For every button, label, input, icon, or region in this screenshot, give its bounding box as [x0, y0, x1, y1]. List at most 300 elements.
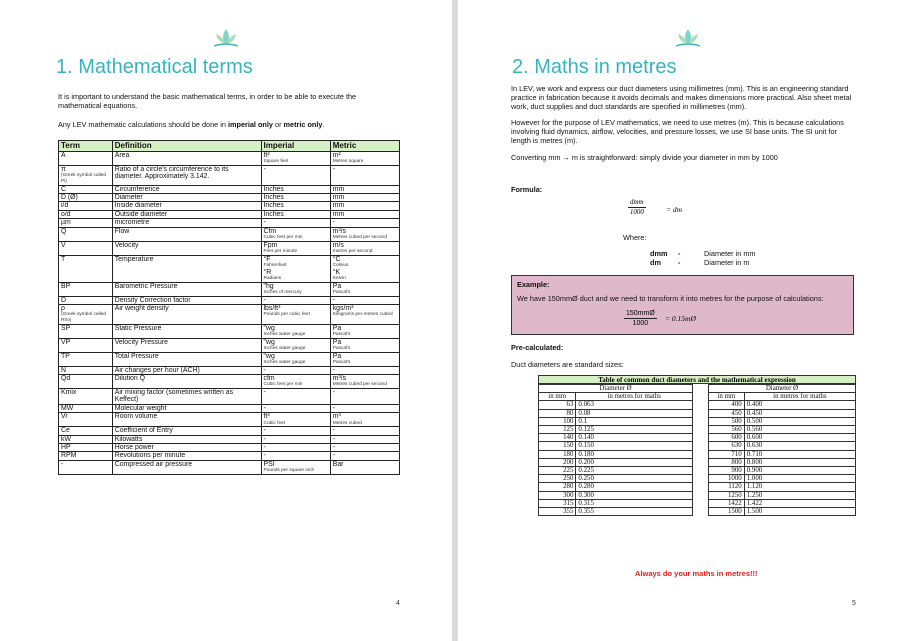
table-row: [709, 417, 856, 425]
cell-metric: [330, 305, 399, 325]
cell-definition: [112, 375, 261, 389]
col-group-label: Diameter Ø: [539, 385, 693, 393]
metric-value: -: [332, 404, 336, 412]
precalc-text: Duct diameters are standard sizes:: [511, 360, 624, 369]
definition-value: Molecular weight: [114, 404, 167, 412]
diameter-m: 0.600: [744, 434, 855, 442]
table-row: [539, 458, 693, 466]
definition-value: Coefficient of Entry: [114, 427, 173, 435]
definition-value: Total Pressure: [114, 352, 159, 360]
cell-term: [59, 219, 113, 227]
header-imperial: Imperial: [261, 141, 330, 152]
cell-term: [59, 166, 113, 186]
table-row: [709, 434, 856, 442]
definition-value: Room volume: [114, 413, 158, 421]
imperial-value: Inches: [263, 194, 284, 201]
where-label: Where:: [623, 233, 647, 242]
diameter-m: 0.500: [744, 417, 855, 425]
diameter-m: 0.355: [576, 508, 693, 516]
metric-subtitle: Metres square: [332, 159, 364, 165]
col-m-label: in metres for maths: [744, 393, 855, 401]
definition-value: Compressed air pressure: [114, 460, 193, 468]
definition-value: Ratio of a circle's circumference to its diameter. Approximately 3.142.: [114, 166, 229, 181]
metric-value: m³/s: [332, 375, 347, 383]
metric-subtitle: Pascal's: [332, 290, 351, 296]
where-sym-2: dm: [650, 258, 661, 267]
diameter-mm: 800: [709, 458, 745, 466]
cell-definition: [112, 413, 261, 427]
cell-imperial: [261, 460, 330, 474]
cell-imperial: [261, 241, 330, 255]
cell-definition: [112, 305, 261, 325]
imperial-subtitle: Inches water gauge: [263, 332, 306, 338]
cell-metric: [330, 185, 399, 193]
diameter-m: 0.225: [576, 467, 693, 475]
definition-value: Velocity Pressure: [114, 338, 168, 346]
metric-value: Pa: [332, 352, 342, 360]
table-row: [539, 450, 693, 458]
metric-subtitle: Kilograms per metres cubed: [332, 312, 393, 318]
cell-definition: [112, 241, 261, 255]
terms-table: [58, 140, 400, 475]
cell-term: [59, 444, 113, 452]
metric-value: -: [332, 389, 336, 397]
table-row: [709, 491, 856, 499]
cell-definition: [112, 185, 261, 193]
cell-imperial: [261, 324, 330, 338]
metric-value: °C: [332, 255, 341, 263]
col-m-label: in metres for maths: [576, 393, 693, 401]
cell-definition: [112, 255, 261, 282]
definition-value: Diameter: [114, 194, 143, 201]
cell-imperial: [261, 352, 330, 366]
cell-metric: [330, 194, 399, 202]
term-value: T: [61, 255, 66, 263]
diameter-mm: 80: [539, 409, 576, 417]
table-row: [59, 366, 400, 374]
diameter-m: 0.800: [744, 458, 855, 466]
term-value: o/d: [61, 210, 71, 218]
table-row: [539, 426, 693, 434]
term-value: HP: [61, 444, 71, 452]
imperial-subtitle: Inches water gauge: [263, 360, 306, 366]
cell-definition: [112, 194, 261, 202]
metric-value: mm: [332, 202, 345, 210]
cell-metric: [330, 282, 399, 296]
cell-definition: [112, 296, 261, 304]
table-row: [709, 483, 856, 491]
table-row: [59, 435, 400, 443]
cell-term: [59, 296, 113, 304]
cell-term: [59, 227, 113, 241]
diameter-mm: 560: [709, 426, 745, 434]
diameter-m: 1.000: [744, 475, 855, 483]
imperial-subtitle-2: Radians: [263, 276, 282, 282]
cell-metric: [330, 444, 399, 452]
metric-value: m²: [332, 152, 341, 159]
where-desc-1: Diameter in mm: [704, 249, 756, 258]
term-value: BP: [61, 282, 71, 290]
table-row: [709, 401, 856, 409]
diameter-mm: 225: [539, 467, 576, 475]
term-value: VP: [61, 338, 71, 346]
cell-term: [59, 460, 113, 474]
term-value: D (Ø): [61, 194, 78, 201]
imperial-value: -: [263, 435, 266, 443]
definition-value: Horse power: [114, 444, 154, 452]
diameter-m: 0.560: [744, 426, 855, 434]
metric-subtitle: Pascal's: [332, 346, 351, 352]
diameter-mm: 600: [709, 434, 745, 442]
imperial-subtitle: Inches of mercury: [263, 290, 302, 296]
table-row: [59, 241, 400, 255]
imperial-value: "wg: [263, 324, 275, 332]
diameter-m: 0.315: [576, 499, 693, 507]
table-row: [59, 194, 400, 202]
metric-value: Bar: [332, 460, 344, 468]
precalc-label: Pre-calculated:: [511, 343, 564, 352]
table-row: [59, 282, 400, 296]
metric-value-2: °K: [332, 268, 341, 276]
table-row: [59, 375, 400, 389]
cell-term: [59, 452, 113, 460]
cell-metric: [330, 413, 399, 427]
cell-imperial: [261, 255, 330, 282]
term-value: C: [61, 185, 66, 193]
formula-result: = dm: [666, 205, 683, 214]
imperial-subtitle: Pounds per cubic feet: [263, 312, 310, 318]
imperial-subtitle: Feet per minute: [263, 249, 298, 255]
cell-term: [59, 375, 113, 389]
metric-subtitle: metres per second: [332, 249, 373, 255]
diameter-m: 0.140: [576, 434, 693, 442]
cell-term: [59, 389, 113, 405]
conversion-paragraph: Converting mm → m is straightforward: simply divide your diameter in mm by 1000: [511, 153, 778, 162]
metric-subtitle: Pascal's: [332, 360, 351, 366]
where-dash-2: -: [678, 258, 681, 267]
metric-value: -: [332, 166, 336, 173]
table-row: [709, 467, 856, 475]
cell-metric: [330, 227, 399, 241]
metric-subtitle: Metres cubed per second: [332, 235, 387, 241]
imperial-value: Cfm: [263, 227, 277, 235]
table-row: [59, 352, 400, 366]
cell-term: [59, 413, 113, 427]
diameter-m: 0.250: [576, 475, 693, 483]
cell-imperial: [261, 282, 330, 296]
cell-definition: [112, 152, 261, 166]
diameter-mm: 1250: [709, 491, 745, 499]
cell-imperial: [261, 210, 330, 218]
cell-imperial: [261, 296, 330, 304]
diameter-mm: 450: [709, 409, 745, 417]
cell-definition: [112, 166, 261, 186]
cell-definition: [112, 227, 261, 241]
definition-value: Flow: [114, 227, 130, 235]
imperial-value: -: [263, 219, 266, 227]
diameter-mm: 100: [539, 417, 576, 425]
definition-value: Air changes per hour (ACH): [114, 366, 200, 374]
imperial-value: -: [263, 166, 266, 173]
table-row: [709, 442, 856, 450]
diameter-mm: 900: [709, 467, 745, 475]
cell-imperial: [261, 375, 330, 389]
imperial-value: "hg: [263, 282, 274, 290]
table-row: [59, 452, 400, 460]
term-value: ρ: [61, 305, 65, 313]
metric-value: -: [332, 435, 336, 443]
intro-paragraph: In LEV, we work and express our duct diameters using millimetres (mm). This is an engineering standard practice in fabrication because it avoids decimals and makes dimensions more practical. Also sheet metal work, duct supplies and duct standards are specified in millimetres (mm).: [511, 84, 852, 112]
definition-value: Kilowatts: [114, 435, 143, 443]
imperial-value: Inches: [263, 185, 284, 193]
cell-metric: [330, 210, 399, 218]
diameter-mm: 315: [539, 499, 576, 507]
diameter-table-title: Table of common duct diameters and the mathematical expression: [538, 375, 856, 384]
imperial-value: "wg: [263, 352, 275, 360]
table-row: [709, 458, 856, 466]
metric-subtitle: Celsius: [332, 263, 349, 269]
cell-term: [59, 427, 113, 435]
diameter-mm: 500: [709, 417, 745, 425]
intro-paragraph: It is important to understand the basic mathematical terms, in order to be able to execute the mathematical equations.: [58, 92, 357, 111]
diameter-mm: 1422: [709, 499, 745, 507]
table-row: [59, 185, 400, 193]
imperial-value: -: [263, 427, 266, 435]
metric-value: -: [332, 427, 336, 435]
col-group-label: Diameter Ø: [709, 385, 856, 393]
term-value: N: [61, 366, 66, 374]
diameter-m: 0.300: [576, 491, 693, 499]
diameter-m: 0.200: [576, 458, 693, 466]
diameter-m: 1.120: [744, 483, 855, 491]
table-row: [59, 413, 400, 427]
diameter-mm: 1500: [709, 508, 745, 516]
metric-value: Pa: [332, 324, 342, 332]
cell-definition: [112, 210, 261, 218]
table-row: [539, 417, 693, 425]
metric-value: Pa: [332, 282, 342, 290]
cell-metric: [330, 166, 399, 186]
cell-imperial: [261, 413, 330, 427]
cell-imperial: [261, 338, 330, 352]
table-row: [59, 324, 400, 338]
cell-imperial: [261, 219, 330, 227]
table-row: [709, 508, 856, 516]
cell-definition: [112, 435, 261, 443]
term-value: MW: [61, 404, 74, 412]
diameter-mm: 300: [539, 491, 576, 499]
term-value: A: [61, 152, 66, 159]
imperial-value: Fpm: [263, 241, 278, 249]
imperial-value: ft²: [263, 152, 270, 159]
diameter-m: 1.422: [744, 499, 855, 507]
cell-definition: [112, 389, 261, 405]
definition-value: Static Pressure: [114, 324, 162, 332]
lotus-logo-icon: [211, 27, 241, 49]
si-paragraph: However for the purpose of LEV mathematics, we need to use metres (m). This is because calculations involving fluid dynamics, airflow, velocities, and pressure losses, we use SI base units. The SI unit for length is metres (m).: [511, 118, 844, 146]
diameter-m: 0.450: [744, 409, 855, 417]
cell-imperial: [261, 185, 330, 193]
term-value: D: [61, 296, 66, 304]
table-row: [59, 404, 400, 412]
table-row: [59, 338, 400, 352]
diameter-mm: 280: [539, 483, 576, 491]
metric-value: -: [332, 444, 336, 452]
table-row: [709, 475, 856, 483]
example-title: Example:: [517, 280, 550, 289]
cell-metric: [330, 338, 399, 352]
cell-imperial: [261, 366, 330, 374]
metric-value: mm: [332, 185, 345, 193]
cell-metric: [330, 152, 399, 166]
cell-metric: [330, 389, 399, 405]
diameter-m: 0.125: [576, 426, 693, 434]
definition-value: Revolutions per minute: [114, 452, 186, 460]
left-page: [0, 0, 452, 641]
diameter-mm: 1120: [709, 483, 745, 491]
cell-metric: [330, 452, 399, 460]
imperial-value: -: [263, 444, 266, 452]
metric-subtitle-2: Kelvin: [332, 276, 346, 282]
table-row: [539, 434, 693, 442]
cell-metric: [330, 324, 399, 338]
cell-metric: [330, 352, 399, 366]
cell-definition: [112, 282, 261, 296]
term-value: Kmix: [61, 389, 77, 397]
cell-imperial: [261, 427, 330, 435]
table-row: [539, 491, 693, 499]
cell-definition: [112, 444, 261, 452]
header-metric: Metric: [330, 141, 399, 152]
diameter-mm: 200: [539, 458, 576, 466]
cell-term: [59, 352, 113, 366]
metric-value: mm: [332, 194, 345, 201]
diameter-m: 0.630: [744, 442, 855, 450]
table-row: [59, 444, 400, 452]
diameter-m: 0.280: [576, 483, 693, 491]
definition-value: Air mixing factor (sometimes written as Keffect): [114, 389, 234, 404]
metric-value: -: [332, 366, 336, 374]
definition-value: Temperature: [114, 255, 154, 263]
diameter-mm: 63: [539, 401, 576, 409]
diameter-m: 0.08: [576, 409, 693, 417]
term-value: kW: [61, 435, 71, 443]
table-row: [59, 296, 400, 304]
table-row: [59, 152, 400, 166]
imperial-value: °F: [263, 255, 271, 263]
cell-term: [59, 324, 113, 338]
table-row: [59, 305, 400, 325]
term-value: Qd: [61, 375, 71, 383]
term-value: SP: [61, 324, 71, 332]
imperial-subtitle: Cubic feet: [263, 420, 286, 426]
page-number: 4: [396, 600, 400, 607]
cell-definition: [112, 202, 261, 210]
formula-label: Formula:: [511, 185, 543, 194]
cell-term: [59, 255, 113, 282]
diameter-m: 0.180: [576, 450, 693, 458]
diameter-m: 0.063: [576, 401, 693, 409]
page-title: 1. Mathematical terms: [56, 56, 253, 78]
definition-value: Density Correction factor: [114, 296, 191, 304]
table-row: [59, 460, 400, 474]
metric-subtitle: Metres cubed: [332, 420, 362, 426]
cell-definition: [112, 352, 261, 366]
term-subtitle: (Greek symbol called Rho): [61, 312, 107, 324]
metric-value: mm: [332, 210, 345, 218]
cell-metric: [330, 375, 399, 389]
definition-value: Dilution Q: [114, 375, 145, 383]
term-value: i/d: [61, 202, 69, 210]
term-value: Ce: [61, 427, 70, 435]
cell-term: [59, 435, 113, 443]
units-note: Any LEV mathematic calculations should be done in imperial only or metric only.: [58, 120, 325, 129]
table-row: [59, 255, 400, 282]
where-sym-1: dmm: [650, 249, 668, 258]
table-row: [709, 426, 856, 434]
col-mm-label: in mm: [709, 393, 745, 401]
page-number: 5: [852, 600, 856, 607]
imperial-value: PSI: [263, 460, 275, 468]
diameter-m: 1.250: [744, 491, 855, 499]
table-row: [539, 483, 693, 491]
diameter-m: 0.900: [744, 467, 855, 475]
imperial-value: -: [263, 366, 266, 374]
table-row: [539, 442, 693, 450]
cell-term: [59, 305, 113, 325]
cell-term: [59, 202, 113, 210]
diameter-mm: 140: [539, 434, 576, 442]
table-row: [539, 499, 693, 507]
table-row: [539, 475, 693, 483]
diameter-mm: 150: [539, 442, 576, 450]
cell-definition: [112, 427, 261, 435]
cell-definition: [112, 366, 261, 374]
diameter-m: 0.710: [744, 450, 855, 458]
cell-definition: [112, 404, 261, 412]
diameter-m: 0.400: [744, 401, 855, 409]
diameter-mm: 710: [709, 450, 745, 458]
cell-term: [59, 366, 113, 374]
cell-imperial: [261, 444, 330, 452]
cell-imperial: [261, 305, 330, 325]
cell-term: [59, 241, 113, 255]
imperial-subtitle: Fahrenheit: [263, 263, 287, 269]
diameter-mm: 180: [539, 450, 576, 458]
term-value: µm: [61, 219, 71, 227]
diameter-mm: 400: [709, 401, 745, 409]
term-value: RPM: [61, 452, 77, 460]
cell-term: [59, 338, 113, 352]
term-value: -: [61, 460, 64, 468]
term-value: TP: [61, 352, 70, 360]
imperial-subtitle: Square feet: [263, 159, 289, 165]
cell-definition: [112, 219, 261, 227]
diameter-mm: 125: [539, 426, 576, 434]
cell-imperial: [261, 435, 330, 443]
table-row: [709, 450, 856, 458]
table-row: [59, 166, 400, 186]
table-row: [539, 508, 693, 516]
table-row: [59, 202, 400, 210]
diameter-m: 1.500: [744, 508, 855, 516]
imperial-value: Inches: [263, 210, 284, 218]
cell-definition: [112, 452, 261, 460]
cell-term: [59, 404, 113, 412]
imperial-value-2: °R: [263, 268, 272, 276]
diameter-table-left: [538, 384, 693, 516]
example-fraction: 150mmØ 1000: [626, 310, 655, 327]
